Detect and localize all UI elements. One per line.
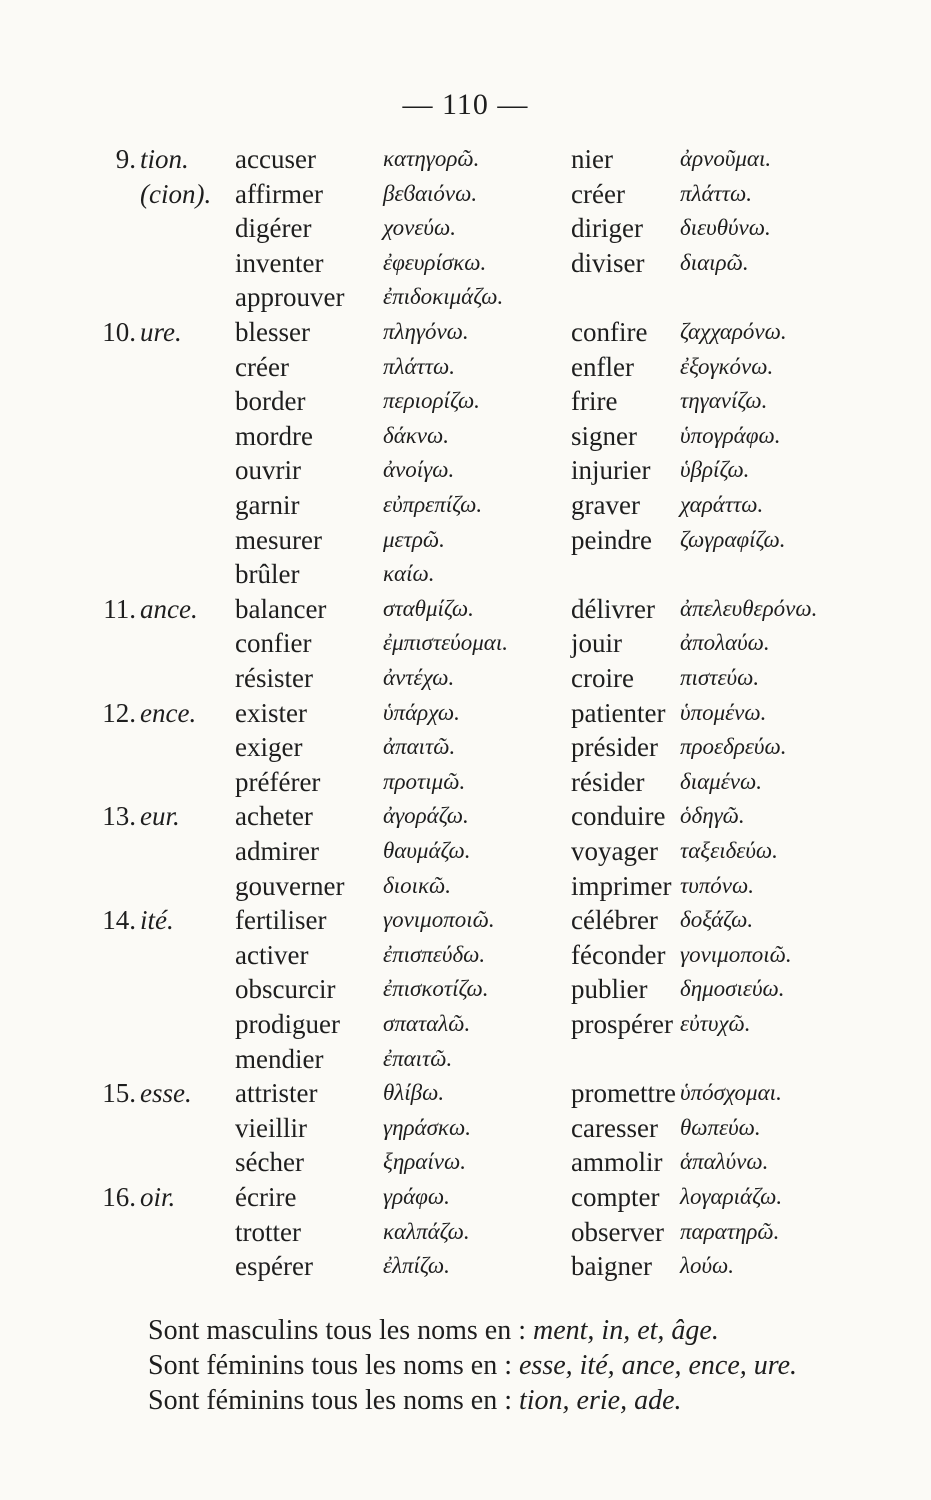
suffix-label: ité. <box>140 905 174 936</box>
french-verb: affirmer <box>235 178 323 209</box>
french-verb: créer <box>235 351 289 382</box>
french-verb: signer <box>571 420 637 451</box>
french-verb: conduire <box>571 801 666 832</box>
greek-verb: ἀπελευθερόνω. <box>680 595 818 621</box>
french-verb: ammolir <box>571 1147 663 1178</box>
entry-number: 16. <box>102 1182 136 1212</box>
suffix-label: ure. <box>140 317 182 347</box>
vocab-row <box>0 177 931 211</box>
greek-verb: ζωγραφίζω. <box>680 526 786 552</box>
vocab-row <box>0 1007 931 1041</box>
gender-rule <box>148 1383 682 1419</box>
vocab-row <box>0 765 931 799</box>
french-verb: observer <box>571 1216 664 1247</box>
french-verb: prodiguer <box>235 1009 340 1039</box>
vocab-row <box>0 626 931 660</box>
gender-rule <box>148 1313 719 1349</box>
french-verb: préférer <box>235 766 321 797</box>
greek-verb: ἀντέχω. <box>383 665 455 690</box>
greek-verb: ἀγοράζω. <box>383 803 469 829</box>
french-verb: compter <box>571 1182 660 1212</box>
greek-verb: διευθύνω. <box>680 215 771 241</box>
greek-verb: πιστεύω. <box>680 665 760 690</box>
vocab-row <box>0 834 931 868</box>
suffix-label: oir. <box>140 1182 176 1212</box>
french-verb: espérer <box>235 1251 313 1282</box>
greek-verb: θλίβω. <box>383 1080 445 1106</box>
greek-verb: δοξάζω. <box>680 907 754 933</box>
french-verb: exiger <box>235 732 303 763</box>
suffix-label: tion. <box>140 144 189 174</box>
vocab-row <box>0 730 931 764</box>
greek-verb: εὐπρεπίζω. <box>383 492 483 517</box>
greek-verb: πλάττω. <box>383 353 456 379</box>
gender-rule <box>148 1348 797 1384</box>
french-verb: féconder <box>571 939 666 970</box>
french-verb: exister <box>235 697 307 728</box>
french-verb: croire <box>571 663 634 693</box>
suffix-label: ance. <box>140 593 198 624</box>
greek-verb: διοικῶ. <box>383 872 452 898</box>
suffix-label: (cion). <box>140 178 212 209</box>
french-verb: promettre <box>571 1078 676 1109</box>
french-verb: célébrer <box>571 905 658 936</box>
french-verb: résister <box>235 663 313 693</box>
greek-verb: διαιρῶ. <box>680 249 749 275</box>
vocab-row <box>0 1180 931 1214</box>
french-verb: balancer <box>235 593 327 624</box>
french-verb: peindre <box>571 524 652 555</box>
french-verb: approuver <box>235 282 345 313</box>
french-verb: graver <box>571 490 640 520</box>
vocab-row <box>0 523 931 557</box>
greek-verb: πληγόνω. <box>383 319 469 344</box>
french-verb: baigner <box>571 1251 652 1282</box>
vocab-row <box>0 592 931 626</box>
french-verb: border <box>235 386 306 417</box>
vocab-row <box>0 1215 931 1249</box>
greek-verb: σπαταλῶ. <box>383 1011 471 1036</box>
french-verb: ouvrir <box>235 455 301 486</box>
vocab-row <box>0 246 931 280</box>
french-verb: voyager <box>571 836 658 866</box>
vocab-row <box>0 903 931 937</box>
vocab-row <box>0 1076 931 1110</box>
greek-verb: κατηγορῶ. <box>383 146 480 171</box>
vocab-row <box>0 453 931 487</box>
french-verb: brûler <box>235 559 300 590</box>
entry-number: 13. <box>102 801 136 832</box>
rule-endings: tion, erie, ade. <box>519 1385 682 1416</box>
vocab-row <box>0 315 931 349</box>
vocab-row <box>0 972 931 1006</box>
rule-endings: ment, in, et, âge. <box>533 1315 719 1346</box>
greek-verb: διαμένω. <box>680 768 762 794</box>
greek-verb: ἁπαλύνω. <box>680 1149 769 1175</box>
greek-verb: ἐπιδοκιμάζω. <box>383 284 504 310</box>
entry-number: 9. <box>115 144 136 174</box>
french-verb: diviser <box>571 247 645 278</box>
greek-verb: περιορίζω. <box>383 388 480 414</box>
rule-text: Sont féminins tous les noms en : <box>148 1350 512 1381</box>
french-verb: attrister <box>235 1078 318 1109</box>
french-verb: créer <box>571 178 625 209</box>
greek-verb: ἀνοίγω. <box>383 457 455 483</box>
greek-verb: ὑπομένω. <box>680 699 767 725</box>
french-verb: trotter <box>235 1216 301 1247</box>
greek-verb: ἐπισπεύδω. <box>383 941 486 967</box>
french-verb: sécher <box>235 1147 304 1178</box>
greek-verb: ὑπόσχομαι. <box>680 1080 782 1106</box>
greek-verb: γηράσκω. <box>383 1114 471 1140</box>
vocab-row <box>0 1145 931 1179</box>
french-verb: activer <box>235 939 309 970</box>
vocab-row <box>0 799 931 833</box>
french-verb: publier <box>571 974 648 1005</box>
french-verb: imprimer <box>571 870 672 901</box>
greek-verb: καίω. <box>383 561 435 587</box>
greek-verb: ἐλπίζω. <box>383 1253 450 1279</box>
french-verb: diriger <box>571 213 643 244</box>
page-number: — 110 — <box>402 88 529 121</box>
vocab-row <box>0 384 931 418</box>
french-verb: garnir <box>235 490 300 520</box>
greek-verb: σταθμίζω. <box>383 595 474 621</box>
greek-verb: καλπάζω. <box>383 1218 470 1244</box>
french-verb: mordre <box>235 420 313 451</box>
french-verb: résider <box>571 766 645 797</box>
greek-verb: ὑπάρχω. <box>383 699 460 725</box>
greek-verb: ἀπαιτῶ. <box>383 734 456 760</box>
french-verb: mesurer <box>235 524 322 555</box>
greek-verb: ὑπογράφω. <box>680 422 781 448</box>
greek-verb: μετρῶ. <box>383 526 445 552</box>
vocab-row <box>0 1249 931 1283</box>
greek-verb: δάκνω. <box>383 422 450 448</box>
greek-verb: ἐφευρίσκω. <box>383 249 487 275</box>
french-verb: acheter <box>235 801 313 832</box>
greek-verb: βεϐαιόνω. <box>383 180 478 206</box>
french-verb: patienter <box>571 697 666 728</box>
greek-verb: πλάττω. <box>680 180 753 206</box>
greek-verb: γονιμοποιῶ. <box>383 907 495 933</box>
french-verb: fertiliser <box>235 905 327 936</box>
french-verb: digérer <box>235 213 312 244</box>
entry-number: 15. <box>102 1078 136 1109</box>
french-verb: confire <box>571 317 648 347</box>
greek-verb: ἐπισκοτίζω. <box>383 976 489 1002</box>
greek-verb: λούω. <box>680 1253 735 1279</box>
french-verb: injurier <box>571 455 651 486</box>
entry-number: 14. <box>102 905 136 936</box>
suffix-label: esse. <box>140 1078 192 1109</box>
greek-verb: ἀρνοῦμαι. <box>680 146 772 171</box>
suffix-label: eur. <box>140 801 180 832</box>
french-verb: enfler <box>571 351 634 382</box>
rule-text: Sont féminins tous les noms en : <box>148 1385 512 1416</box>
french-verb: admirer <box>235 836 319 866</box>
vocab-row <box>0 142 931 176</box>
french-verb: mendier <box>235 1043 324 1074</box>
vocab-row <box>0 869 931 903</box>
greek-verb: ὑβρίζω. <box>680 457 750 483</box>
vocab-row <box>0 350 931 384</box>
greek-verb: προτιμῶ. <box>383 768 466 794</box>
greek-verb: προεδρεύω. <box>680 734 787 760</box>
greek-verb: χαράττω. <box>680 492 764 517</box>
vocab-row <box>0 280 931 314</box>
french-verb: nier <box>571 144 613 174</box>
entry-number: 12. <box>102 697 136 728</box>
greek-verb: χονεύω. <box>383 215 456 241</box>
greek-verb: γράφω. <box>383 1184 450 1209</box>
french-verb: obscurcir <box>235 974 336 1005</box>
greek-verb: ζαχχαρόνω. <box>680 319 787 344</box>
french-verb: frire <box>571 386 618 417</box>
french-verb: accuser <box>235 144 316 174</box>
greek-verb: ἐμπιστεύομαι. <box>383 630 508 656</box>
greek-verb: τηγανίζω. <box>680 388 768 414</box>
greek-verb: λογαριάζω. <box>680 1184 783 1209</box>
vocab-row <box>0 419 931 453</box>
greek-verb: ἐπαιτῶ. <box>383 1045 453 1071</box>
rule-text: Sont masculins tous les noms en : <box>148 1315 526 1346</box>
vocab-row <box>0 1042 931 1076</box>
vocab-row <box>0 661 931 695</box>
greek-verb: γονιμοποιῶ. <box>680 941 792 967</box>
french-verb: vieillir <box>235 1112 307 1143</box>
vocab-row <box>0 1111 931 1145</box>
greek-verb: ἐξογκόνω. <box>680 353 774 379</box>
greek-verb: ὁδηγῶ. <box>680 803 745 829</box>
entry-number: 10. <box>102 317 136 347</box>
french-verb: confier <box>235 628 312 659</box>
greek-verb: ταξειδεύω. <box>680 838 778 863</box>
french-verb: inventer <box>235 247 324 278</box>
french-verb: délivrer <box>571 593 655 624</box>
greek-verb: θωπεύω. <box>680 1114 761 1140</box>
french-verb: caresser <box>571 1112 658 1143</box>
greek-verb: τυπόνω. <box>680 872 755 898</box>
entry-number: 11. <box>103 593 136 624</box>
french-verb: écrire <box>235 1182 297 1212</box>
greek-verb: παρατηρῶ. <box>680 1218 780 1244</box>
vocab-row <box>0 696 931 730</box>
greek-verb: ἀπολαύω. <box>680 630 770 656</box>
vocab-row <box>0 488 931 522</box>
greek-verb: ξηραίνω. <box>383 1149 466 1175</box>
french-verb: blesser <box>235 317 310 347</box>
french-verb: présider <box>571 732 658 763</box>
vocab-row <box>0 557 931 591</box>
french-verb: gouverner <box>235 870 345 901</box>
suffix-label: ence. <box>140 697 197 728</box>
french-verb: jouir <box>571 628 622 659</box>
rule-endings: esse, ité, ance, ence, ure. <box>519 1350 798 1381</box>
greek-verb: δημοσιεύω. <box>680 976 785 1002</box>
vocab-row <box>0 211 931 245</box>
vocab-row <box>0 938 931 972</box>
greek-verb: εὐτυχῶ. <box>680 1011 751 1036</box>
french-verb: prospérer <box>571 1009 673 1039</box>
greek-verb: θαυμάζω. <box>383 838 471 863</box>
